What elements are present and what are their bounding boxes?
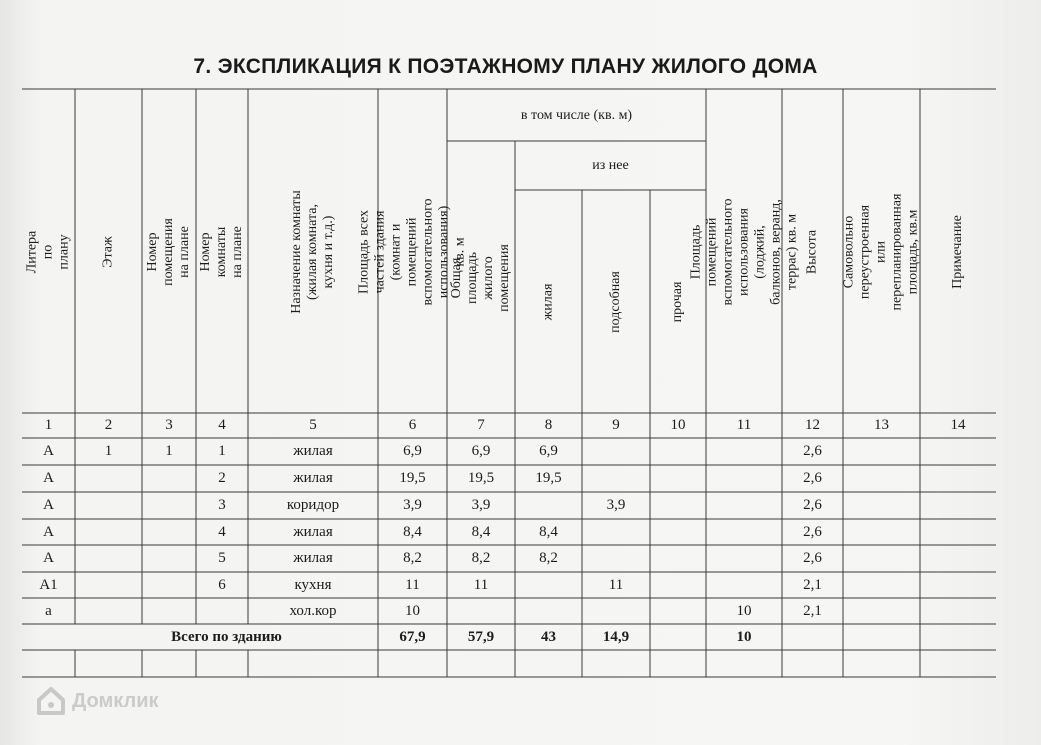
column-number: 3 — [165, 417, 173, 433]
total-cell: 14,9 — [602, 628, 630, 645]
table-cell: 2,6 — [803, 443, 822, 459]
table-cell: 10 — [405, 602, 420, 619]
header-premises-number: Номер помещения на плане — [145, 217, 192, 286]
table-cell: 2,6 — [803, 550, 822, 566]
column-number: 13 — [874, 417, 889, 433]
table-cell: А — [43, 550, 54, 566]
table-cell: 11 — [608, 576, 624, 593]
table-cell — [447, 598, 515, 624]
table-cell: А — [43, 470, 54, 486]
table-cell — [650, 492, 706, 519]
table-cell: жилая — [293, 550, 333, 566]
table-cell — [196, 598, 248, 624]
table-cell: 6,9 — [471, 443, 491, 459]
total-cell — [920, 624, 996, 650]
table-cell: жилая — [293, 443, 333, 459]
header-room-purpose: Назначение комнаты (жилая комната, кухня и т.д.) — [289, 189, 336, 314]
table-cell — [650, 519, 706, 545]
table-cell — [142, 545, 196, 572]
table-cell: 8,2 — [403, 550, 422, 566]
table-cell — [650, 572, 706, 598]
header-floor: Этаж — [100, 235, 116, 268]
table-cell — [706, 492, 782, 519]
table-cell: 8,4 — [403, 523, 422, 540]
column-number: 4 — [218, 417, 226, 433]
table-cell: 2,1 — [803, 602, 822, 619]
table-cell — [582, 545, 650, 572]
header-room-number: Номер комнаты на плане — [198, 225, 245, 278]
table-cell — [843, 572, 920, 598]
total-cell — [650, 624, 706, 650]
table-cell: 2,6 — [803, 523, 822, 540]
column-number: 2 — [104, 417, 113, 433]
table-cell — [843, 465, 920, 492]
table-cell — [75, 598, 142, 624]
table-cell — [582, 519, 650, 545]
table-cell: жилая — [293, 523, 333, 540]
table-cell — [142, 598, 196, 624]
table-cell: 8,4 — [471, 523, 491, 540]
table-cell: 8,2 — [539, 550, 558, 566]
table-cell: А — [43, 443, 54, 459]
table-cell: 19,5 — [399, 470, 426, 486]
table-cell — [142, 519, 196, 545]
table-cell: А — [43, 497, 54, 513]
table-cell — [75, 545, 142, 572]
column-number: 10 — [670, 417, 686, 433]
table-cell: 1 — [218, 443, 226, 459]
table-cell: 1 — [165, 443, 173, 459]
table-cell — [142, 572, 196, 598]
table-cell: 2 — [218, 470, 226, 486]
total-cell: 67,9 — [399, 628, 426, 645]
header-height: Высота — [804, 229, 820, 274]
header-utility-area: Площадь помещений вспомогательного использования (лоджий, балконов, веранд, террас) кв. м — [688, 197, 800, 306]
column-number: 9 — [612, 417, 620, 433]
table-cell: 2,1 — [803, 576, 822, 593]
column-number: 14 — [950, 417, 966, 433]
column-number: 8 — [544, 417, 553, 433]
table-cell — [920, 492, 996, 519]
table-cell — [706, 465, 782, 492]
table-cell: а — [45, 602, 52, 619]
table-cell — [920, 545, 996, 572]
column-number: 1 — [44, 417, 53, 433]
table-cell: 11 — [405, 576, 420, 593]
table-cell — [650, 465, 706, 492]
total-cell — [782, 624, 843, 650]
table-cell — [515, 572, 582, 598]
table-cell: 6,9 — [403, 443, 422, 459]
table-cell — [650, 438, 706, 465]
table-cell: 8,2 — [471, 550, 491, 566]
table-cell — [582, 598, 650, 624]
table-cell — [75, 519, 142, 545]
table-cell — [920, 598, 996, 624]
table-cell: 3,9 — [606, 497, 626, 513]
table-cell — [650, 545, 706, 572]
header-litera: Литера по плану — [24, 230, 72, 273]
table-cell — [843, 492, 920, 519]
total-cell: 57,9 — [467, 628, 495, 645]
table-cell — [142, 492, 196, 519]
document-title: 7. ЭКСПЛИКАЦИЯ К ПОЭТАЖНОМУ ПЛАНУ ЖИЛОГО ДОМА — [193, 55, 818, 78]
table-cell — [75, 492, 142, 519]
table-cell: хол.кор — [289, 602, 337, 619]
header-note: Примечание — [950, 214, 965, 289]
header-living: жилая — [540, 283, 556, 321]
watermark — [36, 686, 159, 716]
table-cell: 6,9 — [539, 443, 558, 459]
header-including-group: в том числе (кв. м) — [520, 107, 633, 123]
table-cell — [706, 572, 782, 598]
table-cell: 11 — [473, 576, 489, 593]
table-cell: 4 — [218, 523, 226, 540]
column-number: 6 — [408, 417, 417, 433]
table-cell — [843, 519, 920, 545]
header-of-which-group: из нее — [592, 158, 629, 173]
table-cell — [75, 572, 142, 598]
table-cell — [75, 465, 142, 492]
table-cell: 19,5 — [535, 470, 562, 486]
table-cell: А — [43, 523, 54, 540]
table-cell: 3 — [218, 497, 226, 513]
table-cell: 8,4 — [539, 523, 558, 540]
table-cell — [706, 519, 782, 545]
table-cell — [515, 492, 582, 519]
table-cell: 10 — [736, 602, 752, 619]
table-cell: 2,6 — [803, 470, 822, 486]
table-cell: 3,9 — [403, 497, 422, 513]
table-cell — [920, 465, 996, 492]
total-cell: 43 — [541, 628, 556, 645]
table-cell — [582, 438, 650, 465]
table-cell: кухня — [294, 576, 332, 593]
table-cell: жилая — [293, 470, 333, 486]
total-label: Всего по зданию — [171, 628, 282, 645]
table-cell — [650, 598, 706, 624]
table-cell — [920, 572, 996, 598]
column-number: 11 — [736, 417, 752, 433]
header-other: прочая — [670, 281, 685, 323]
table-cell — [843, 438, 920, 465]
table-cell — [843, 545, 920, 572]
table-cell — [582, 465, 650, 492]
column-number: 5 — [309, 417, 317, 433]
total-cell — [843, 624, 920, 650]
house-logo-icon — [36, 686, 66, 716]
column-number: 12 — [805, 417, 820, 433]
header-living-premises-area: Общая площадь жилого помещения — [449, 243, 512, 312]
header-auxiliary: подсобная — [608, 271, 623, 333]
table-cell — [515, 598, 582, 624]
header-total-area: Площадь всех частей здания (комнат и помещений вспомогательного использования) кв. м — [356, 197, 468, 305]
table-cell — [920, 438, 996, 465]
table-cell: 5 — [218, 550, 226, 566]
table-cell: 1 — [104, 443, 113, 459]
table-cell — [843, 598, 920, 624]
column-number: 7 — [477, 417, 485, 433]
watermark-text: Домклик — [72, 689, 159, 712]
header-unauthorized-area: Самовольно переустроенная или перепланированная площадь, кв.м — [841, 193, 921, 310]
table-cell: 2,6 — [803, 497, 822, 513]
table-cell: коридор — [286, 497, 340, 513]
table-cell: А1 — [39, 576, 58, 593]
table-cell — [142, 465, 196, 492]
table-cell: 19,5 — [467, 470, 495, 486]
total-cell: 10 — [736, 628, 752, 645]
table-cell — [920, 519, 996, 545]
table-cell: 3,9 — [471, 497, 491, 513]
table-cell: 6 — [218, 576, 226, 593]
table-cell — [706, 438, 782, 465]
table-cell — [706, 545, 782, 572]
